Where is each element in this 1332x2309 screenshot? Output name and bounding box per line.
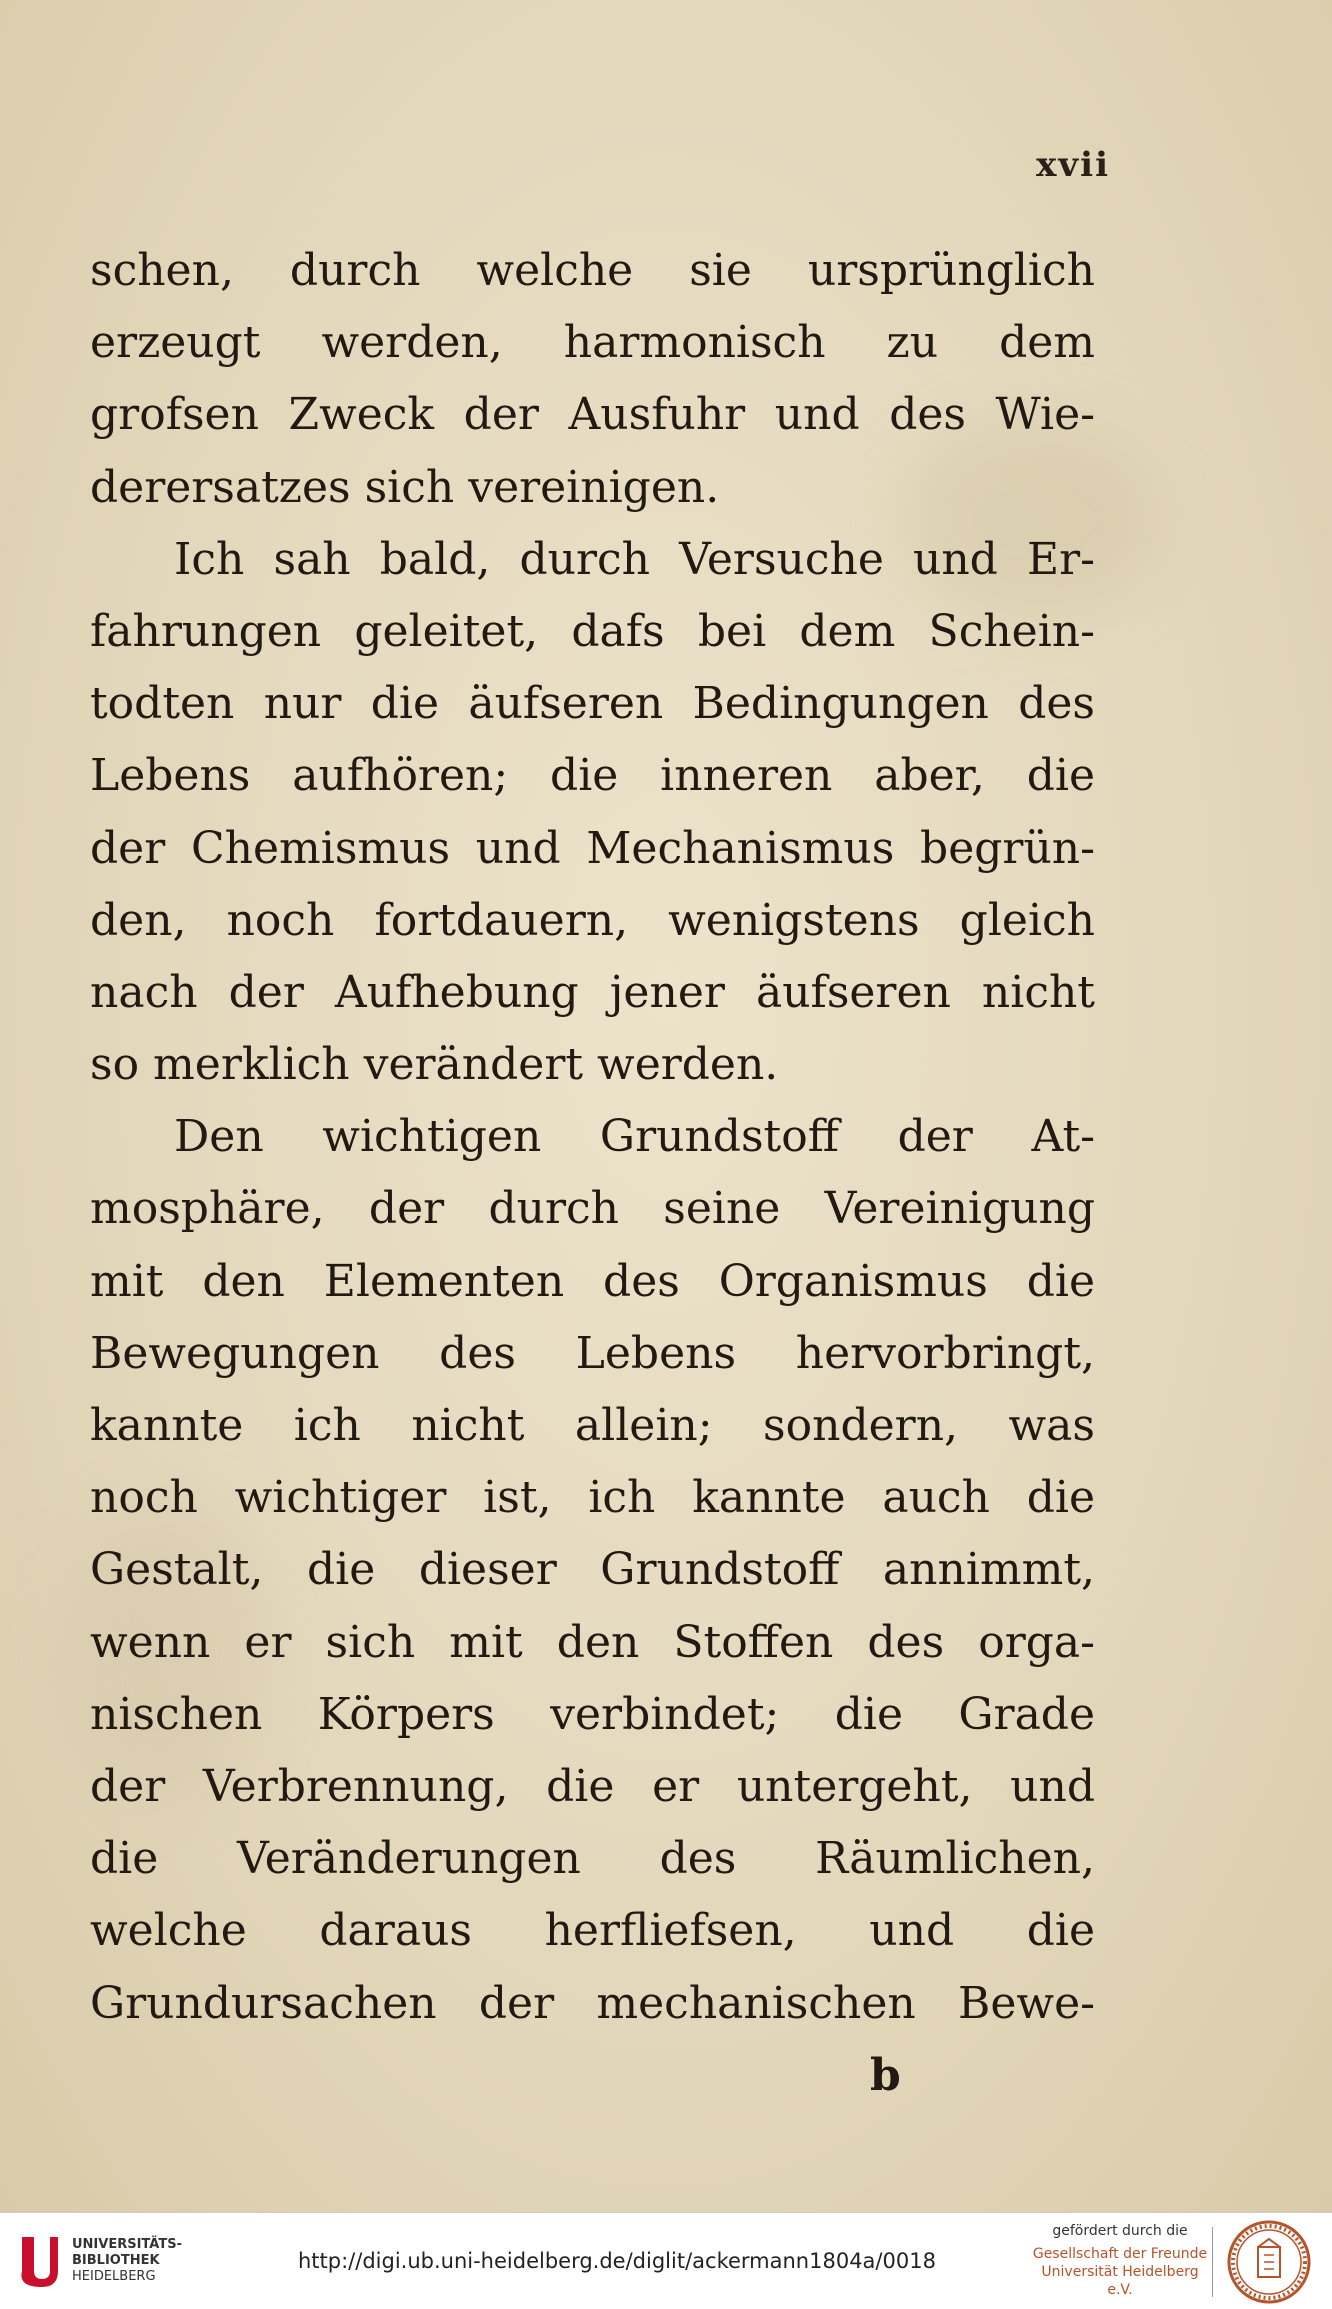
body-text	[90, 235, 1095, 2040]
library-logo-icon	[14, 2231, 62, 2291]
text-line: Bewegungen des Lebens hervorbringt,	[90, 1327, 1095, 1379]
footer-divider	[1212, 2227, 1213, 2297]
footer-bar	[0, 2212, 1332, 2309]
text-line: mosphäre, der durch seine Vereinigung	[90, 1183, 1095, 1235]
sponsor-block	[1032, 2223, 1208, 2299]
text-line: fahrungen geleitet, dafs bei dem Schein-	[90, 605, 1095, 657]
text-line: noch wichtiger ist, ich kannte auch die	[90, 1472, 1095, 1524]
library-name-line: HEIDELBERG	[72, 2269, 156, 2284]
text-line: der Chemismus und Mechanismus begrün-	[90, 822, 1095, 874]
text-line: wenn er sich mit den Stoffen des orga-	[90, 1616, 1095, 1668]
page-url-link[interactable]: http://digi.ub.uni-heidelberg.de/diglit/ackermann1804a/0018	[298, 2249, 936, 2273]
text-line: den, noch fortdauern, wenigstens gleich	[90, 894, 1095, 946]
text-line: grofsen Zweck der Ausfuhr und des Wie-	[90, 389, 1095, 441]
text-line: nischen Körpers verbindet; die Grade	[90, 1688, 1095, 1740]
text-line: so merklich verändert werden.	[90, 1039, 779, 1091]
text-line: welche daraus herfliefsen, und die	[90, 1905, 1095, 1957]
text-line: Grundursachen der mechanischen Bewe-	[90, 1977, 1095, 2029]
text-line: Den wichtigen Grundstoff der At-	[174, 1111, 1095, 1163]
sponsor-name-line: Gesellschaft der Freunde	[1032, 2246, 1208, 2262]
library-name	[72, 2237, 182, 2285]
signature-mark: b	[870, 2050, 901, 2101]
sponsor-name-line: Universität Heidelberg e.V.	[1041, 2264, 1199, 2298]
text-line: mit den Elementen des Organismus die	[90, 1255, 1095, 1307]
text-line: die Veränderungen des Räumlichen,	[90, 1833, 1095, 1885]
text-line: nach der Aufhebung jener äufseren nicht	[90, 966, 1095, 1018]
library-name-line: BIBLIOTHEK	[72, 2253, 160, 2268]
text-line: todten nur die äufseren Bedingungen des	[90, 678, 1095, 730]
text-line: erzeugt werden, harmonisch zu dem	[90, 317, 1095, 369]
university-seal-icon	[1226, 2219, 1312, 2305]
text-line: der Verbrennung, die er untergeht, und	[90, 1760, 1095, 1812]
text-line: kannte ich nicht allein; sondern, was	[90, 1400, 1095, 1451]
text-line: Gestalt, die dieser Grundstoff annimmt,	[90, 1544, 1095, 1596]
page-number: xvii	[1036, 145, 1110, 185]
sponsor-name	[1032, 2245, 1208, 2299]
text-line: Ich sah bald, durch Versuche und Er-	[174, 533, 1095, 585]
text-line: Lebens aufhören; die inneren aber, die	[90, 750, 1095, 802]
sponsor-caption: gefördert durch die	[1052, 2223, 1188, 2239]
library-name-line: UNIVERSITÄTS-	[72, 2237, 182, 2252]
text-line: schen, durch welche sie ursprünglich	[90, 245, 1095, 296]
text-line: derersatzes sich vereinigen.	[90, 461, 720, 513]
